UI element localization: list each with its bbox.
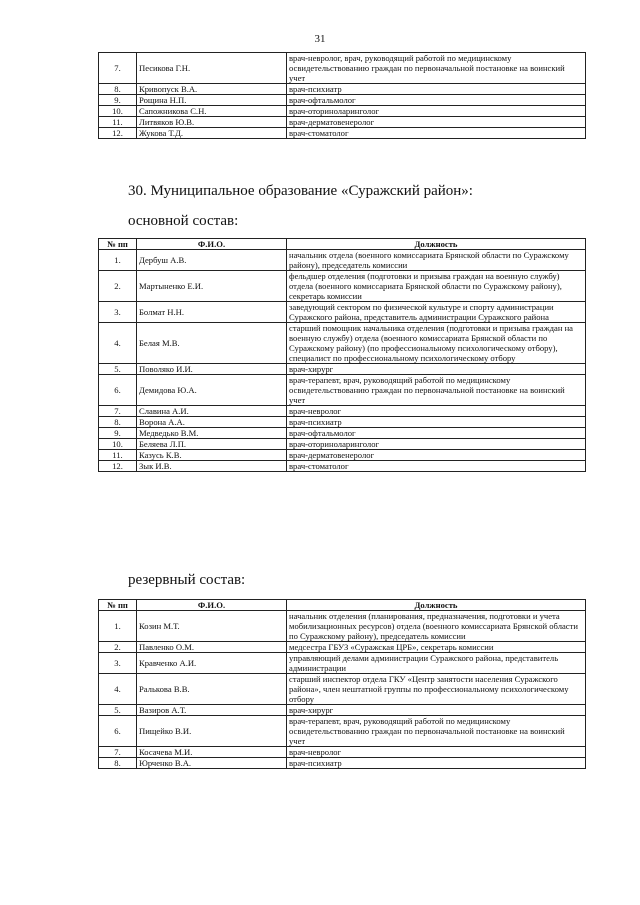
main-composition-heading: основной состав: [128, 213, 239, 229]
row-full-name: Козин М.Т. [137, 611, 287, 642]
row-full-name: Косачева М.И. [137, 747, 287, 758]
row-full-name: Юрченко В.А. [137, 758, 287, 769]
table-row [99, 128, 586, 139]
row-full-name: Песикова Г.Н. [137, 53, 287, 84]
row-full-name: Казусь К.В. [137, 450, 287, 461]
row-position: врач-невролог [287, 406, 586, 417]
row-position: врач-стоматолог [287, 461, 586, 472]
header-full-name: Ф.И.О. [137, 600, 287, 611]
row-position: медсестра ГБУЗ «Суражская ЦРБ», секретарь комиссии [287, 642, 586, 653]
table-row [99, 417, 586, 428]
row-full-name: Пищейко В.И. [137, 716, 287, 747]
row-position: фельдшер отделения (подготовки и призыва граждан на военную службу) отдела (военного комиссариата Брянской области по Суражскому району), секретарь комиссии [287, 271, 586, 302]
table-row [99, 611, 586, 642]
row-position: заведующий сектором по физической культуре и спорту администрации Суражского района, представитель администрации Суражского района [287, 302, 586, 323]
row-full-name: Поволяко И.И. [137, 364, 287, 375]
row-number: 5. [99, 705, 137, 716]
table-row [99, 642, 586, 653]
row-number: 5. [99, 364, 137, 375]
table-row [99, 716, 586, 747]
row-full-name: Ворона А.А. [137, 417, 287, 428]
row-position: врач-оториноларинголог [287, 106, 586, 117]
row-full-name: Медведько В.М. [137, 428, 287, 439]
row-full-name: Павленко О.М. [137, 642, 287, 653]
table-row [99, 674, 586, 705]
row-full-name: Кравченко А.И. [137, 653, 287, 674]
row-full-name: Литвяков Ю.В. [137, 117, 287, 128]
row-number: 2. [99, 271, 137, 302]
row-full-name: Мартыненко Е.И. [137, 271, 287, 302]
table-row [99, 117, 586, 128]
row-number: 9. [99, 428, 137, 439]
row-number: 12. [99, 461, 137, 472]
commission-table-continued [98, 52, 586, 139]
table-row [99, 450, 586, 461]
table-row [99, 428, 586, 439]
row-position: врач-дерматовенеролог [287, 450, 586, 461]
table-row [99, 250, 586, 271]
row-full-name: Рощина Н.П. [137, 95, 287, 106]
row-position: врач-хирург [287, 364, 586, 375]
reserve-composition-heading: резервный состав: [128, 572, 246, 588]
table-row [99, 406, 586, 417]
row-position: начальник отделения (планирования, предназначения, подготовки и учета мобилизационных ресурсов) отдела (военного комиссариата Брянской области по Суражскому району), председатель комиссии [287, 611, 586, 642]
table-row [99, 705, 586, 716]
section-title: 30. Муниципальное образование «Суражский район»: [128, 183, 473, 199]
row-position: управляющий делами администрации Суражского района, представитель администрации [287, 653, 586, 674]
row-number: 4. [99, 323, 137, 364]
header-number: № пп [99, 239, 137, 250]
row-position: начальник отдела (военного комиссариата Брянской области по Суражскому району), председатель комиссии [287, 250, 586, 271]
row-full-name: Славина А.И. [137, 406, 287, 417]
table-row [99, 84, 586, 95]
table-row [99, 758, 586, 769]
row-number: 6. [99, 375, 137, 406]
row-position: врач-терапевт, врач, руководящий работой по медицинскому освидетельствованию граждан по первоначальной постановке на воинский учет [287, 375, 586, 406]
table-row [99, 302, 586, 323]
row-number: 2. [99, 642, 137, 653]
row-position: старший инспектор отдела ГКУ «Центр занятости населения Суражского района», член нештатной группы по профессиональному психологическому отбору [287, 674, 586, 705]
table-row [99, 95, 586, 106]
table-row [99, 364, 586, 375]
row-number: 6. [99, 716, 137, 747]
row-position: врач-психиатр [287, 84, 586, 95]
table-row [99, 53, 586, 84]
row-number: 1. [99, 250, 137, 271]
table-row [99, 653, 586, 674]
table-row [99, 747, 586, 758]
row-number: 9. [99, 95, 137, 106]
row-position: врач-невролог, врач, руководящий работой по медицинскому освидетельствованию граждан по первоначальной постановке на воинский учет [287, 53, 586, 84]
row-full-name: Зык И.В. [137, 461, 287, 472]
row-position: врач-дерматовенеролог [287, 117, 586, 128]
row-position: врач-психиатр [287, 758, 586, 769]
row-full-name: Вазиров А.Т. [137, 705, 287, 716]
row-number: 8. [99, 417, 137, 428]
table-row [99, 375, 586, 406]
header-number: № пп [99, 600, 137, 611]
table-row [99, 271, 586, 302]
row-number: 7. [99, 747, 137, 758]
row-full-name: Болмат Н.Н. [137, 302, 287, 323]
table-header-row [99, 600, 586, 611]
row-number: 7. [99, 53, 137, 84]
row-number: 3. [99, 302, 137, 323]
row-number: 1. [99, 611, 137, 642]
row-position: врач-терапевт, врач, руководящий работой по медицинскому освидетельствованию граждан по первоначальной постановке на воинский учет [287, 716, 586, 747]
row-number: 8. [99, 84, 137, 95]
row-number: 10. [99, 106, 137, 117]
row-full-name: Беляева Л.П. [137, 439, 287, 450]
row-full-name: Жукова Т.Д. [137, 128, 287, 139]
header-position: Должность [287, 600, 586, 611]
row-number: 11. [99, 117, 137, 128]
row-position: старший помощник начальника отделения (подготовки и призыва граждан на военную службу) отдела (военного комиссариата Брянской области по Суражскому району) (по профессиональному психологическому отбору), специалист по профессиональному психологическому отбору [287, 323, 586, 364]
table-row [99, 461, 586, 472]
row-position: врач-невролог [287, 747, 586, 758]
row-full-name: Дербуш А.В. [137, 250, 287, 271]
header-position: Должность [287, 239, 586, 250]
row-full-name: Сапожникова С.Н. [137, 106, 287, 117]
table-row [99, 323, 586, 364]
page-number: 31 [314, 33, 326, 45]
row-position: врач-офтальмолог [287, 95, 586, 106]
row-position: врач-психиатр [287, 417, 586, 428]
row-number: 8. [99, 758, 137, 769]
row-position: врач-оториноларинголог [287, 439, 586, 450]
table-row [99, 439, 586, 450]
row-full-name: Ралькова В.В. [137, 674, 287, 705]
table-header-row [99, 239, 586, 250]
row-full-name: Кривопуск В.А. [137, 84, 287, 95]
row-position: врач-офтальмолог [287, 428, 586, 439]
row-full-name: Белая М.В. [137, 323, 287, 364]
row-number: 12. [99, 128, 137, 139]
row-position: врач-стоматолог [287, 128, 586, 139]
row-number: 11. [99, 450, 137, 461]
row-number: 10. [99, 439, 137, 450]
row-number: 3. [99, 653, 137, 674]
reserve-composition-table [98, 599, 586, 769]
row-number: 7. [99, 406, 137, 417]
header-full-name: Ф.И.О. [137, 239, 287, 250]
row-full-name: Демидова Ю.А. [137, 375, 287, 406]
table-row [99, 106, 586, 117]
row-number: 4. [99, 674, 137, 705]
row-position: врач-хирург [287, 705, 586, 716]
main-composition-table [98, 238, 586, 472]
